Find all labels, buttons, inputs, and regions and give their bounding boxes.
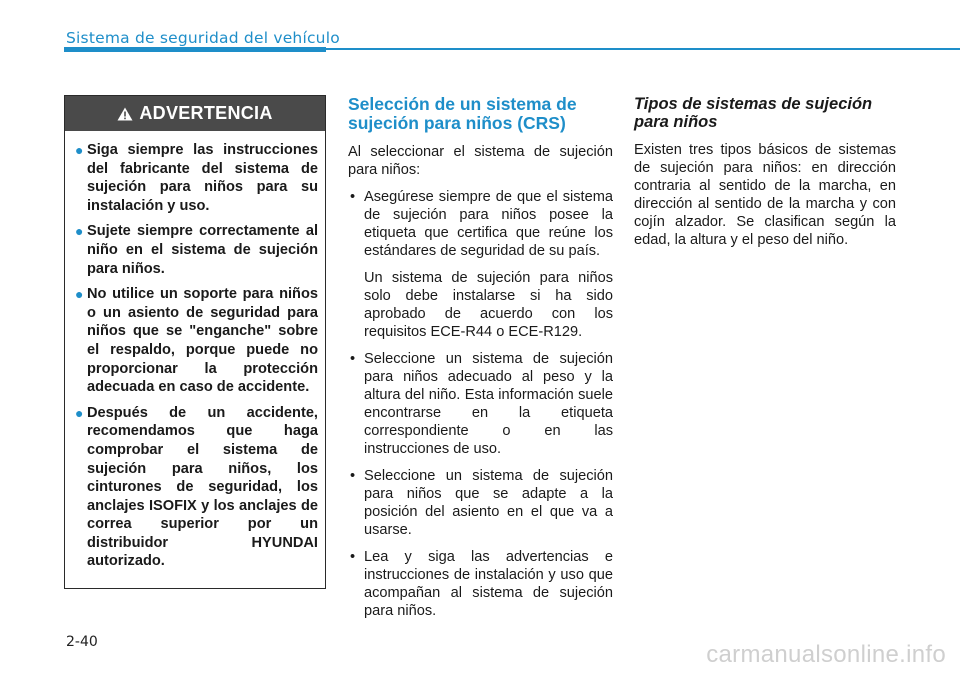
list-item	[348, 548, 613, 620]
bullet-icon: •	[350, 549, 356, 565]
right-column	[634, 95, 896, 258]
warning-item	[75, 285, 318, 397]
warning-item	[75, 404, 318, 571]
page-number: 2-40	[66, 634, 98, 650]
warning-item	[75, 141, 318, 215]
intro-paragraph: Al seleccionar el sistema de sujeción para niños:	[348, 144, 613, 178]
list-item-text: Asegúrese siempre de que el sistema de sujeción para niños posee la etiqueta que certifica que reúne los estándares de seguridad de su país.	[364, 189, 613, 259]
section-header-title: Sistema de seguridad del vehículo	[66, 29, 340, 47]
bullet-icon: ●	[75, 142, 84, 158]
warning-item-text: Después de un accidente, recomendamos que haga comprobar el sistema de sujeción para niños, los cinturones de seguridad, los anclajes ISOFIX y los anclajes de correa superior por un distribuidor HYUNDAI autorizado.	[87, 404, 318, 570]
list-item	[348, 188, 613, 341]
header-rule-thick	[64, 47, 326, 52]
bullet-icon: ●	[75, 286, 84, 303]
list-item-text: Seleccione un sistema de sujeción para niños adecuado al peso y la altura del niño. Esta información suele encontrarse en la etiqueta correspondiente o en las instrucciones de uso.	[364, 351, 613, 457]
warning-item	[75, 222, 318, 278]
warning-triangle-icon	[117, 107, 133, 121]
bullet-icon: •	[350, 351, 356, 367]
list-item-text: Lea y siga las advertencias e instrucciones de instalación y uso que acompañan al sistema de sujeción para niños.	[364, 549, 613, 619]
selection-list	[348, 188, 613, 620]
warning-item-text: No utilice un soporte para niños o un asiento de seguridad para niños que se "enganche" sobre el respaldo, porque puede no proporcionar la protección adecuada en caso de accidente.	[87, 286, 318, 396]
bullet-icon: •	[350, 189, 356, 205]
watermark: carmanualsonline.info	[706, 641, 946, 668]
section-heading: Selección de un sistema de sujeción para niños (CRS)	[348, 94, 577, 133]
header-rule-thin	[326, 48, 960, 50]
types-paragraph: Existen tres tipos básicos de sistemas de sujeción para niños: en dirección contraria al sentido de la marcha, en dirección al sentido de la marcha y con cojín alzador. Se clasifican según la edad, la altura y el peso del niño.	[634, 142, 896, 248]
warning-header	[65, 96, 325, 131]
list-item-text: Seleccione un sistema de sujeción para niños que se adapte a la posición del asiento en el que va a usarse.	[364, 468, 613, 538]
warning-box	[64, 95, 326, 589]
bullet-icon: ●	[75, 223, 84, 240]
list-item-subtext: Un sistema de sujeción para niños solo debe instalarse si ha sido aprobado de acuerdo con los requisitos ECE-R44 o ECE-R129.	[364, 270, 613, 340]
list-item	[348, 467, 613, 539]
bullet-icon: •	[350, 468, 356, 484]
middle-column	[348, 95, 613, 629]
subsection-heading: Tipos de sistemas de sujeción para niños	[634, 95, 873, 131]
list-item	[348, 350, 613, 458]
bullet-icon: ●	[75, 404, 84, 421]
warning-list	[65, 131, 325, 571]
warning-item-text: Sujete siempre correctamente al niño en el sistema de sujeción para niños.	[87, 223, 318, 277]
warning-item-text: Siga siempre las instrucciones del fabricante del sistema de sujeción para niños para su instalación y uso.	[87, 142, 318, 214]
warning-title: ADVERTENCIA	[139, 103, 273, 123]
